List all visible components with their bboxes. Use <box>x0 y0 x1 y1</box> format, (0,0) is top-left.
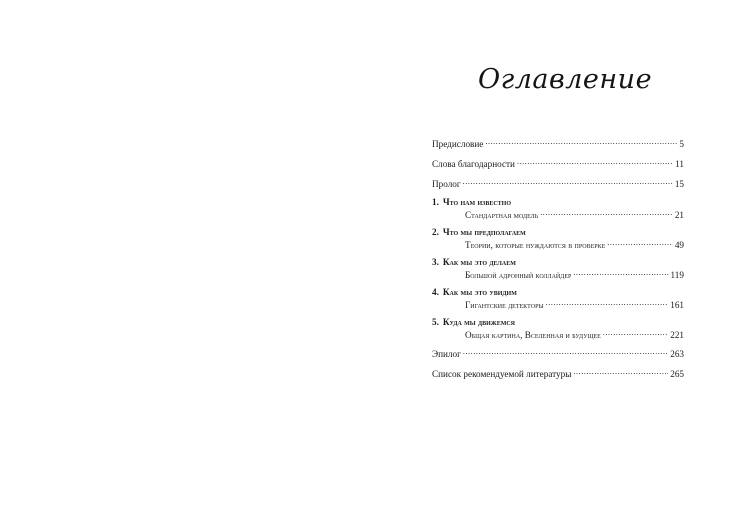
toc-page-number: 21 <box>674 209 684 220</box>
chapter-title-text: Куда мы движемся <box>442 317 516 328</box>
page-title: Оглавление <box>477 64 653 95</box>
chapter-subtitle-row <box>432 208 684 221</box>
chapter-subtitle: Общая картина, Вселенная и будущее <box>465 329 601 340</box>
chapter-subtitle: Теории, которые нуждаются в проверке <box>465 239 606 250</box>
toc-page-number: 221 <box>670 329 684 340</box>
chapter-title-text: Как мы это увидим <box>442 287 517 298</box>
chapter-subtitle-row <box>432 238 684 251</box>
dot-leader <box>573 367 668 377</box>
toc-entry-epilogue <box>432 347 684 360</box>
chapter-subtitle-row <box>432 298 684 311</box>
chapter-title <box>432 317 684 328</box>
toc-chapter-2 <box>432 227 684 250</box>
chapter-number: 1. <box>432 197 439 208</box>
chapter-title <box>432 227 684 238</box>
chapter-number: 5. <box>432 317 439 328</box>
toc-entry-preface <box>432 137 684 150</box>
chapter-title <box>432 197 684 208</box>
toc-chapter-1 <box>432 197 684 220</box>
toc-page-number: 263 <box>670 349 684 360</box>
toc-entry-label: Эпилог <box>432 349 461 360</box>
chapter-subtitle: Стандартная модель <box>465 209 539 220</box>
chapter-title-text: Что мы предполагаем <box>442 227 526 238</box>
chapter-subtitle: Большой адронный коллайдер <box>465 269 572 280</box>
dot-leader <box>517 157 673 167</box>
dot-leader <box>603 328 668 338</box>
chapter-subtitle: Гигантские детекторы <box>465 299 544 310</box>
chapter-number: 3. <box>432 257 439 268</box>
dot-leader <box>463 347 668 357</box>
dot-leader <box>485 137 677 147</box>
chapter-title-text: Как мы это делаем <box>442 257 516 268</box>
toc-page-number: 49 <box>674 239 684 250</box>
toc-entry-label: Список рекомендуемой литературы <box>432 369 572 380</box>
chapter-title <box>432 257 684 268</box>
toc-entry-reading-list <box>432 367 684 380</box>
toc-page-number: 265 <box>670 369 684 380</box>
dot-leader <box>546 298 669 308</box>
dot-leader <box>573 268 668 278</box>
chapter-number: 4. <box>432 287 439 298</box>
toc-page-number: 5 <box>679 139 684 149</box>
toc-entry-prologue <box>432 177 684 190</box>
chapter-number: 2. <box>432 227 439 238</box>
toc-entry-acknowledgements <box>432 157 684 170</box>
toc-entry-label: Слова благодарности <box>432 159 515 170</box>
toc-chapter-4 <box>432 287 684 310</box>
chapter-subtitle-row <box>432 268 684 281</box>
toc-chapter-3 <box>432 257 684 280</box>
table-of-contents <box>432 137 684 387</box>
toc-entry-label: Пролог <box>432 179 461 190</box>
dot-leader <box>607 238 673 248</box>
toc-page-number: 15 <box>674 179 684 190</box>
toc-page-number: 11 <box>675 159 684 170</box>
toc-entry-label: Предисловие <box>432 139 484 149</box>
chapter-title <box>432 287 684 298</box>
chapter-subtitle-row <box>432 328 684 341</box>
toc-page-number: 161 <box>670 299 684 310</box>
chapter-title-text: Что нам известно <box>442 197 511 208</box>
toc-page-number: 119 <box>670 269 684 280</box>
dot-leader <box>540 208 673 218</box>
dot-leader <box>463 177 673 187</box>
toc-chapter-5 <box>432 317 684 340</box>
